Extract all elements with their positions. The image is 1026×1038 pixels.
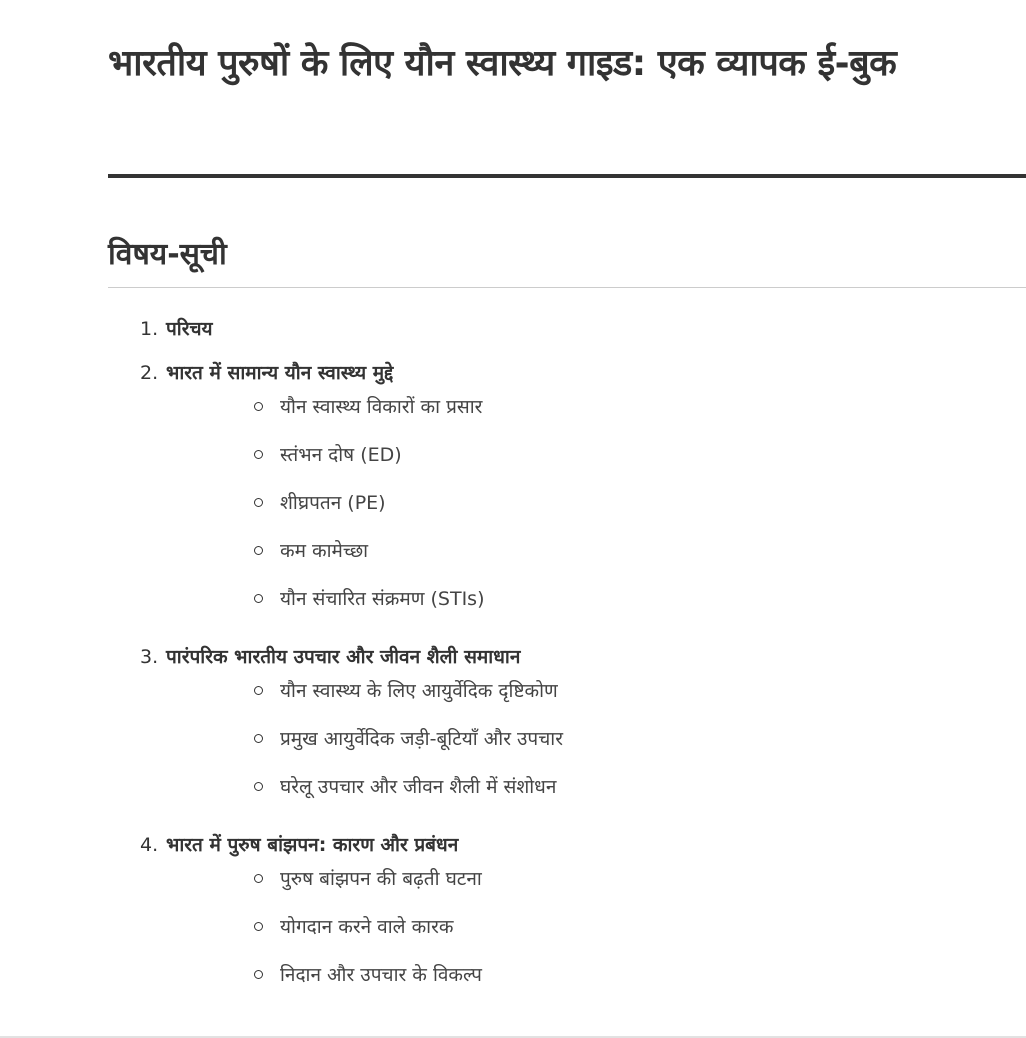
circle-bullet-icon	[254, 874, 263, 883]
toc-list	[108, 312, 1026, 1006]
toc-item-label[interactable]: भारत में पुरुष बांझपन: कारण और प्रबंधन	[166, 834, 459, 856]
toc-subitem	[166, 390, 1026, 438]
toc-subitem-label[interactable]: यौन संचारित संक्रमण (STIs)	[280, 588, 485, 610]
toc-item-number: 4.	[140, 834, 159, 856]
toc-subitem	[166, 438, 1026, 486]
toc-item	[108, 356, 1026, 630]
toc-subitem	[166, 862, 1026, 910]
toc-item-number: 3.	[140, 646, 159, 668]
circle-bullet-icon	[254, 402, 263, 411]
toc-subitem-label[interactable]: यौन स्वास्थ्य के लिए आयुर्वेदिक दृष्टिकोण	[280, 680, 558, 702]
circle-bullet-icon	[254, 450, 263, 459]
toc-subitem-label[interactable]: निदान और उपचार के विकल्प	[280, 964, 482, 986]
toc-item-label[interactable]: परिचय	[166, 318, 213, 340]
document-page	[108, 0, 1026, 1016]
toc-item-label[interactable]: भारत में सामान्य यौन स्वास्थ्य मुद्दे	[166, 362, 394, 384]
toc-sublist	[166, 674, 1026, 818]
toc-item	[108, 312, 1026, 346]
toc-subitem-label[interactable]: शीघ्रपतन (PE)	[280, 492, 386, 514]
toc-subitem	[166, 486, 1026, 534]
toc-item-number: 1.	[140, 318, 159, 340]
circle-bullet-icon	[254, 498, 263, 507]
toc-subitem-label[interactable]: योगदान करने वाले कारक	[280, 916, 454, 938]
circle-bullet-icon	[254, 546, 263, 555]
toc-subitem-label[interactable]: प्रमुख आयुर्वेदिक जड़ी-बूटियाँ और उपचार	[280, 728, 563, 750]
toc-item	[108, 828, 1026, 1006]
toc-subitem	[166, 910, 1026, 958]
toc-subitem	[166, 534, 1026, 582]
circle-bullet-icon	[254, 594, 263, 603]
circle-bullet-icon	[254, 922, 263, 931]
toc-subitem	[166, 722, 1026, 770]
toc-item	[108, 640, 1026, 818]
circle-bullet-icon	[254, 734, 263, 743]
toc-item-number: 2.	[140, 362, 159, 384]
toc-subitem-label[interactable]: स्तंभन दोष (ED)	[280, 444, 402, 466]
toc-heading: विषय-सूची	[108, 235, 1026, 288]
toc-subitem-label[interactable]: यौन स्वास्थ्य विकारों का प्रसार	[280, 396, 483, 418]
toc-subitem-label[interactable]: पुरुष बांझपन की बढ़ती घटना	[280, 868, 482, 890]
toc-sublist	[166, 862, 1026, 1006]
circle-bullet-icon	[254, 970, 263, 979]
circle-bullet-icon	[254, 686, 263, 695]
circle-bullet-icon	[254, 782, 263, 791]
toc-subitem	[166, 582, 1026, 630]
toc-sublist	[166, 390, 1026, 630]
toc-item-label[interactable]: पारंपरिक भारतीय उपचार और जीवन शैली समाधान	[166, 646, 521, 668]
toc-subitem	[166, 770, 1026, 818]
toc-subitem	[166, 958, 1026, 1006]
toc-subitem	[166, 674, 1026, 722]
toc-subitem-label[interactable]: कम कामेच्छा	[280, 540, 369, 562]
document-title: भारतीय पुरुषों के लिए यौन स्वास्थ्य गाइड: एक व्यापक ई-बुक	[108, 0, 1026, 178]
toc-subitem-label[interactable]: घरेलू उपचार और जीवन शैली में संशोधन	[280, 776, 557, 798]
